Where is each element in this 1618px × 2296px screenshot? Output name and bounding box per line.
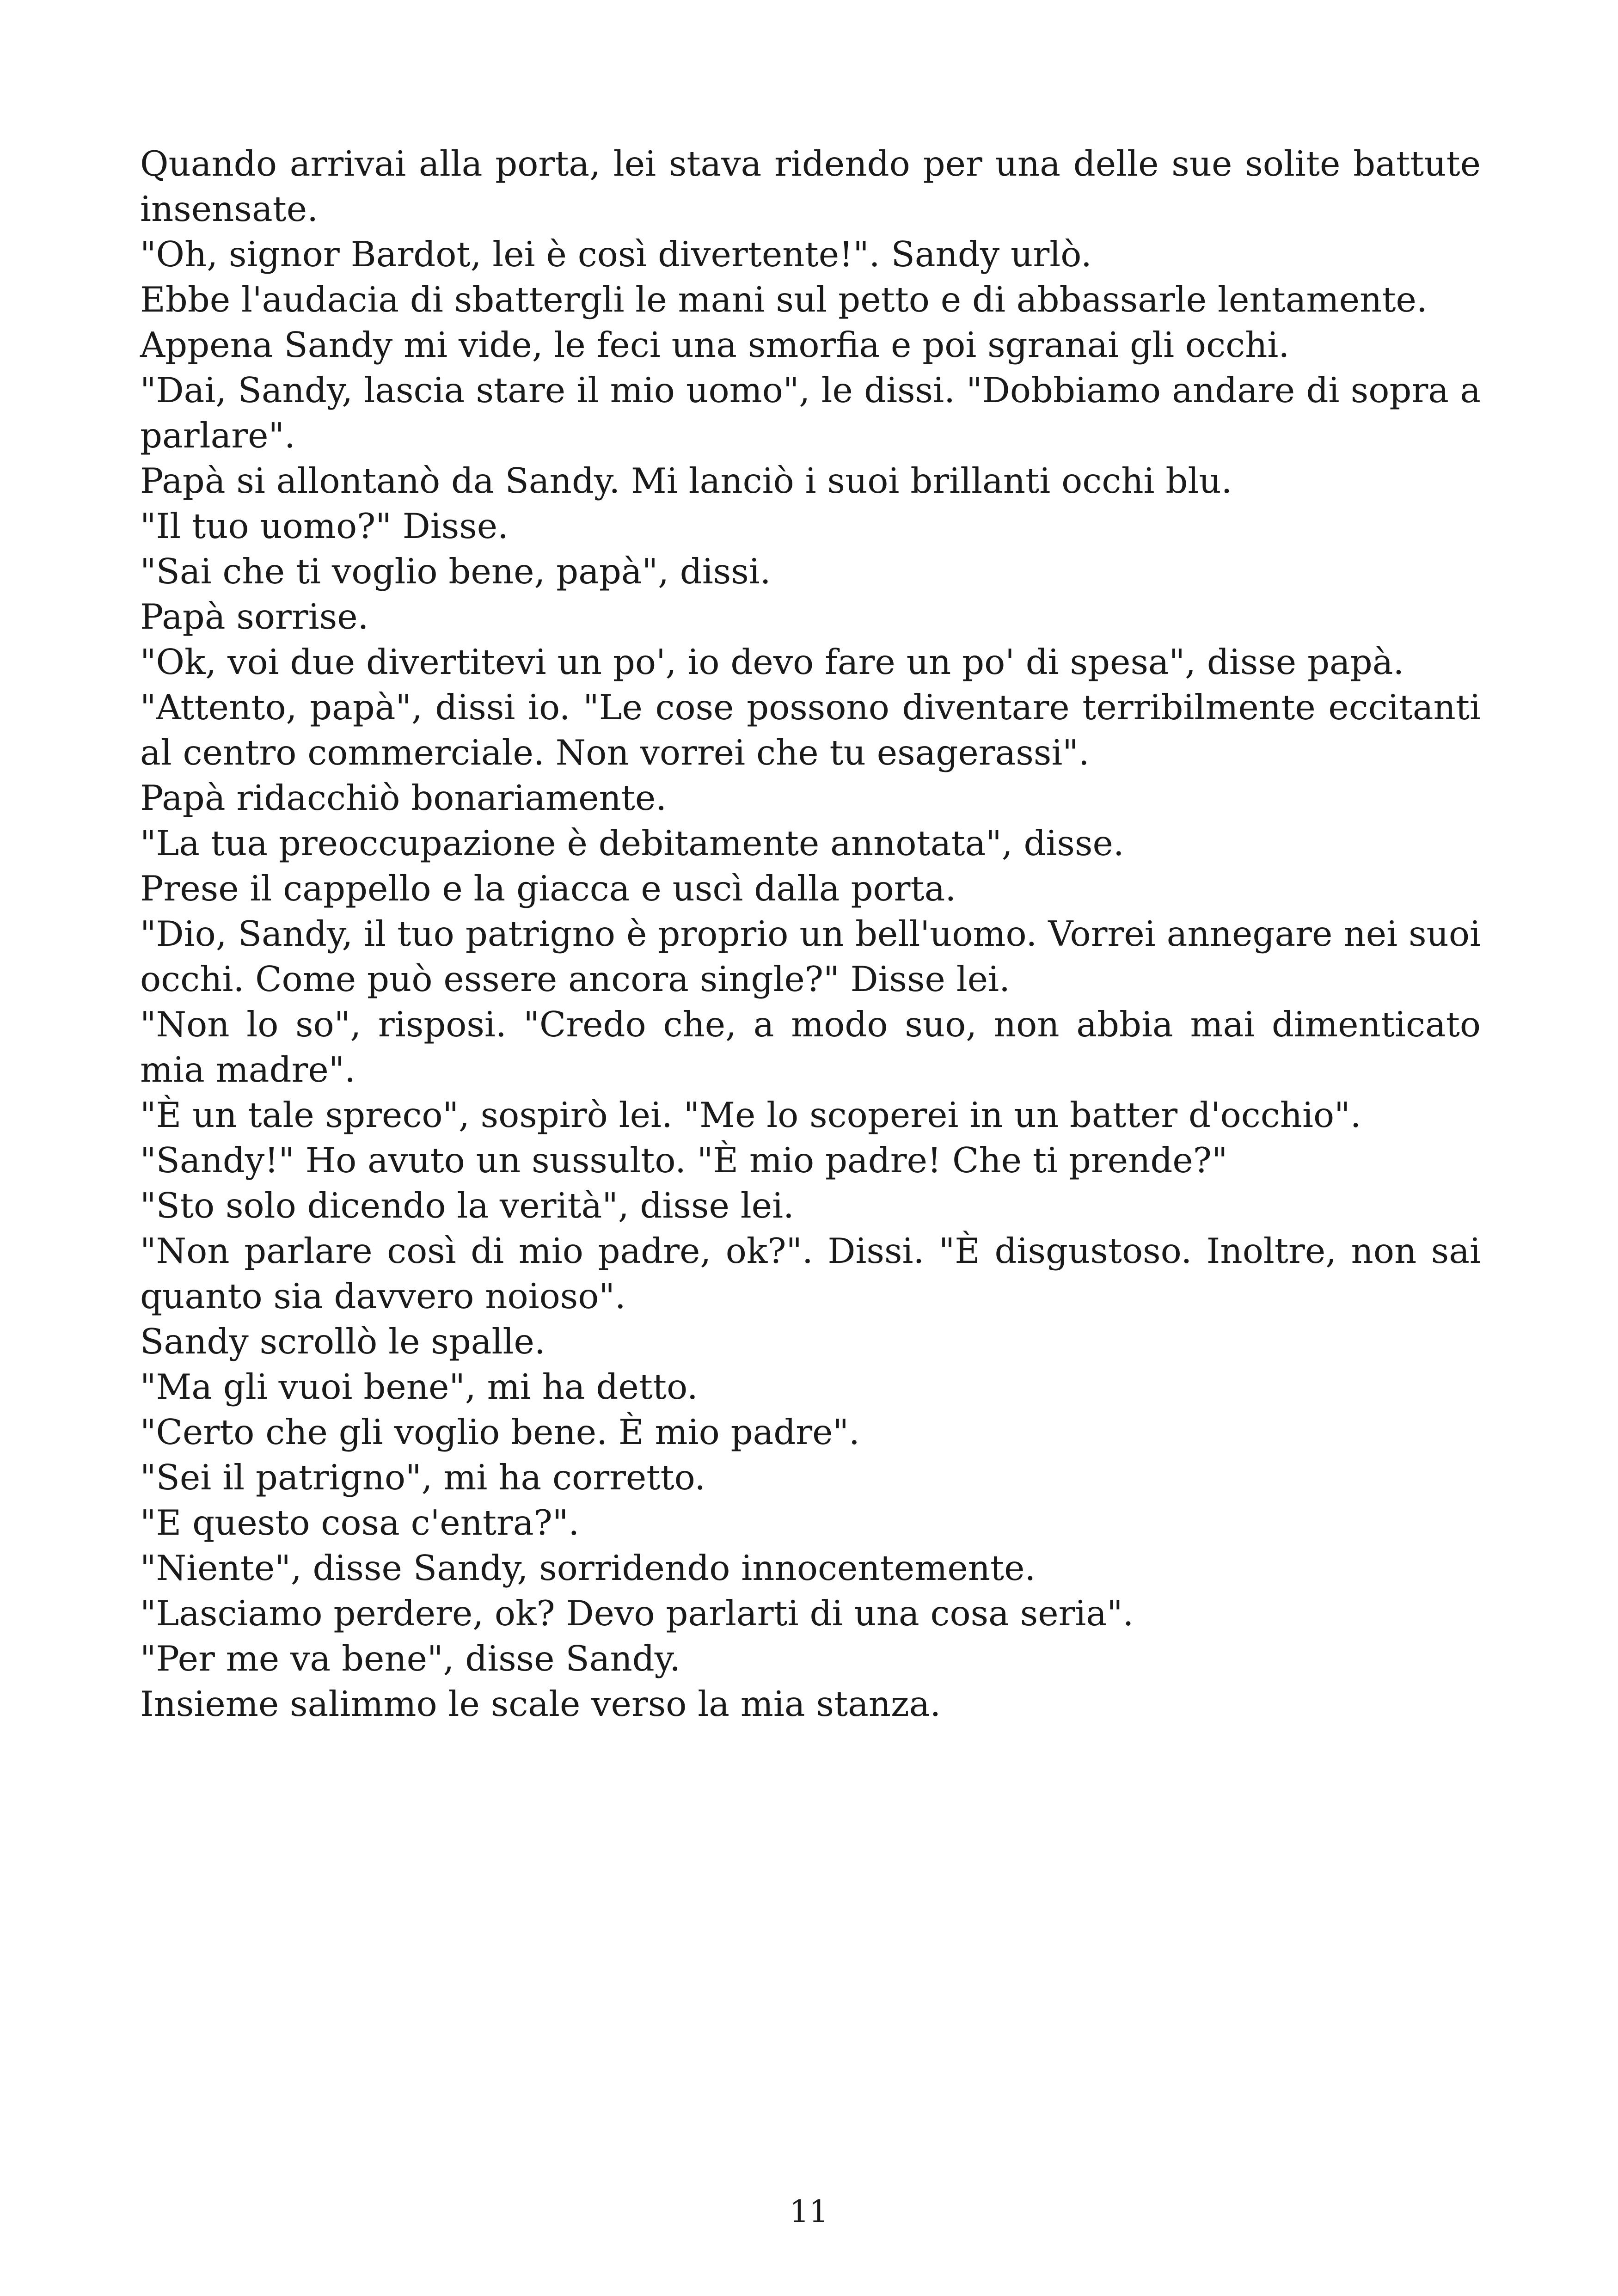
paragraph: "Lasciamo perdere, ok? Devo parlarti di una cosa seria".: [140, 1593, 1134, 1634]
paragraph: Sandy scrollò le spalle.: [140, 1321, 545, 1362]
paragraph: "Sto solo dicendo la verità", disse lei.: [140, 1185, 794, 1226]
page-number: 11: [790, 2194, 828, 2229]
paragraph: "Niente", disse Sandy, sorridendo innocentemente.: [140, 1548, 1036, 1588]
paragraph: Prese il cappello e la giacca e uscì dalla porta.: [140, 868, 956, 909]
paragraph: "Ok, voi due divertitevi un po', io devo fare un po' di spesa", disse papà.: [140, 642, 1404, 682]
paragraph: "È un tale spreco", sospirò lei. "Me lo scoperei in un batter d'occhio".: [140, 1095, 1361, 1135]
paragraph: Quando arrivai alla porta, lei stava ridendo per una delle sue solite battute insensate.: [140, 143, 1481, 229]
paragraph: "Non lo so", risposi. "Credo che, a modo suo, non abbia mai dimenticato mia madre".: [140, 1004, 1481, 1090]
paragraph: Papà si allontanò da Sandy. Mi lanciò i suoi brillanti occhi blu.: [140, 460, 1232, 501]
body-text: [140, 141, 1481, 1727]
paragraph: "E questo cosa c'entra?".: [140, 1502, 580, 1543]
paragraph: "Sei il patrigno", mi ha corretto.: [140, 1457, 706, 1498]
paragraph: "Certo che gli voglio bene. È mio padre".: [140, 1412, 860, 1452]
paragraph: "Oh, signor Bardot, lei è così divertente!". Sandy urlò.: [140, 234, 1092, 275]
paragraph: "Il tuo uomo?" Disse.: [140, 506, 509, 546]
paragraph: "Dai, Sandy, lascia stare il mio uomo", le dissi. "Dobbiamo andare di sopra a parlare".: [140, 370, 1481, 456]
paragraph: "Dio, Sandy, il tuo patrigno è proprio un bell'uomo. Vorrei annegare nei suoi occhi. Come può essere ancora single?" Disse lei.: [140, 913, 1481, 999]
paragraph: "Sandy!" Ho avuto un sussulto. "È mio padre! Che ti prende?": [140, 1140, 1228, 1181]
paragraph: Papà sorrise.: [140, 596, 369, 637]
paragraph: Ebbe l'audacia di sbattergli le mani sul petto e di abbassarle lentamente.: [140, 279, 1428, 320]
paragraph: Appena Sandy mi vide, le feci una smorfia e poi sgranai gli occhi.: [140, 325, 1290, 365]
paragraph: "Ma gli vuoi bene", mi ha detto.: [140, 1366, 698, 1407]
paragraph: "Per me va bene", disse Sandy.: [140, 1638, 681, 1679]
paragraph: "La tua preoccupazione è debitamente annotata", disse.: [140, 823, 1124, 863]
paragraph: "Sai che ti voglio bene, papà", dissi.: [140, 551, 771, 592]
paragraph: Insieme salimmo le scale verso la mia stanza.: [140, 1684, 941, 1724]
paragraph: Papà ridacchiò bonariamente.: [140, 778, 667, 818]
paragraph: "Non parlare così di mio padre, ok?". Dissi. "È disgustoso. Inoltre, non sai quanto sia davvero noioso".: [140, 1231, 1481, 1316]
paragraph: "Attento, papà", dissi io. "Le cose possono diventare terribilmente eccitanti al centro commerciale. Non vorrei che tu esagerassi".: [140, 687, 1481, 773]
